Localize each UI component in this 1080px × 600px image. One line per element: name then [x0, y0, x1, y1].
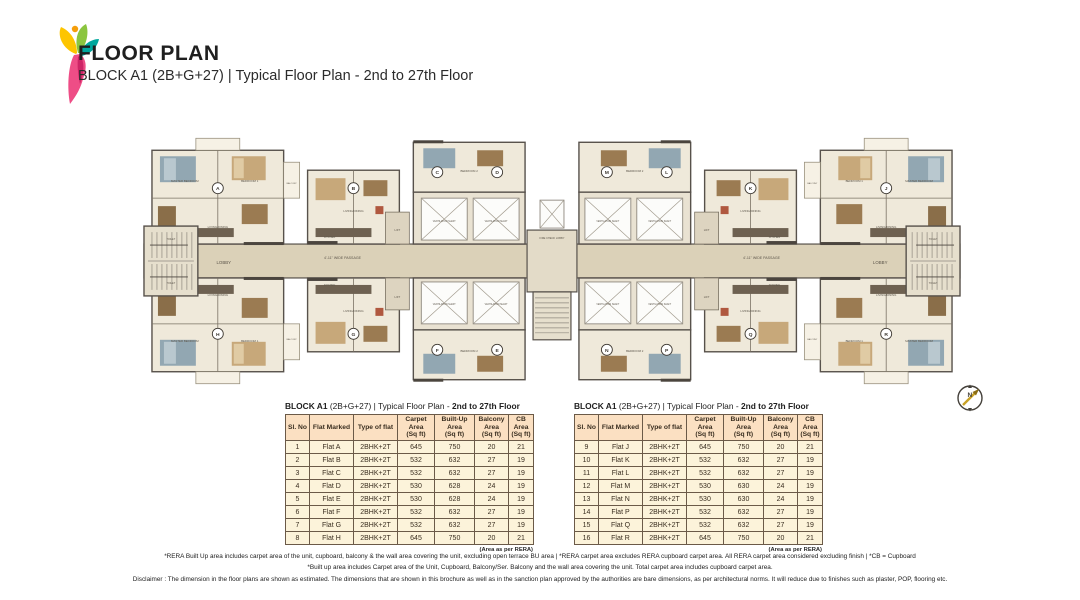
table-row: [286, 532, 534, 545]
column-header: Balcony Area (Sq ft): [764, 415, 798, 441]
column-header: Balcony Area (Sq ft): [475, 415, 509, 441]
table-cell: 24: [475, 493, 509, 506]
plan-label: VENTILATION SHAFT: [432, 221, 456, 224]
flat-marker-letter: P: [665, 347, 669, 354]
table-cell: 11: [575, 467, 599, 480]
plan-label: LIVING/DINING: [343, 308, 364, 313]
plan-label: BEDROOM 2: [626, 169, 644, 174]
table-cell: 21: [798, 441, 823, 454]
table-row: [286, 441, 534, 454]
column-header: Flat Marked: [599, 415, 643, 441]
plan-label: LIVING/DINING: [876, 225, 897, 230]
table-row: [286, 519, 534, 532]
footnote-line-1: *RERA Built Up area includes carpet area of the unit, cupboard, balcony & the wall area covering the unit, excluding open terrace BU area | *RERA carpet area excludes RERA cupboard carpet area. All RERA carpet area considered excluding finish | *CB = Cupboard: [164, 553, 916, 560]
table-cell: 750: [435, 532, 475, 545]
plan-label: VENTILATION SHAFT: [648, 303, 672, 306]
flat-marker-letter: E: [495, 347, 499, 354]
flat-marker-letter: B: [351, 186, 356, 193]
table-cell: Flat R: [599, 532, 643, 545]
table-cell: 24: [475, 480, 509, 493]
plan-label: LIFT: [394, 228, 401, 233]
table-cell: 750: [724, 532, 764, 545]
disclaimer-line: Disclaimer : The dimension in the floor plans are shown as estimated. The dimensions that are shown in this brochure as well as in the sanction plan approved by the authorities are bare dimensions, as per architectural norms. It will reduce due to finishes such as plaster, POP, flooring etc.: [132, 576, 948, 584]
table-cell: 645: [398, 441, 435, 454]
plan-label: LOBBY: [872, 259, 888, 265]
table-title-mid: (2B+G+27) | Typical Floor Plan -: [327, 401, 452, 411]
plan-label: BEDROOM 2: [460, 348, 478, 353]
table-cell: Flat K: [599, 454, 643, 467]
table-cell: 2BHK+2T: [643, 467, 687, 480]
plan-label: LIFT: [703, 228, 710, 233]
table-cell: 530: [398, 493, 435, 506]
table-cell: 2BHK+2T: [354, 467, 398, 480]
table-cell: 632: [724, 454, 764, 467]
flat-marker-letter: J: [884, 186, 888, 193]
table-cell: 27: [764, 467, 798, 480]
table-cell: 628: [435, 480, 475, 493]
staircase-left: [144, 226, 198, 296]
table-cell: 9: [575, 441, 599, 454]
plan-label: BEDROOM 1: [845, 338, 863, 343]
table-cell: 530: [687, 480, 724, 493]
table-row: [575, 532, 823, 545]
table-title-block: BLOCK A1: [285, 401, 328, 411]
table-cell: 750: [435, 441, 475, 454]
plan-label: TOILET: [928, 238, 938, 242]
plan-label: BALCONY: [286, 338, 297, 341]
plan-label: TOILET: [166, 238, 176, 242]
plan-label: MASTER BEDROOM: [905, 179, 933, 184]
table-cell: Flat P: [599, 506, 643, 519]
footnotes: [0, 551, 1080, 586]
table-cell: 20: [475, 532, 509, 545]
column-header: Flat Marked: [310, 415, 354, 441]
table-cell: 630: [724, 480, 764, 493]
table-cell: 27: [475, 454, 509, 467]
flat-area-table: [574, 414, 823, 545]
column-header: Carpet Area (Sq ft): [687, 415, 724, 441]
table-cell: 24: [764, 480, 798, 493]
table-title: [574, 401, 822, 411]
table-cell: Flat A: [310, 441, 354, 454]
table-row: [575, 454, 823, 467]
table-cell: 19: [509, 454, 534, 467]
table-cell: 19: [798, 454, 823, 467]
table-cell: 632: [435, 454, 475, 467]
plan-label: BALCONY: [286, 183, 297, 186]
table-cell: 2BHK+2T: [643, 454, 687, 467]
table-cell: 532: [398, 519, 435, 532]
table-cell: 19: [509, 519, 534, 532]
table-cell: 12: [575, 480, 599, 493]
footnote-line-2: *Built up area includes Carpet area of the Unit, Cupboard, Balcony/Ser. Balcony and the wall area covering the unit. Total carpet area includes cupboard carpet area.: [307, 564, 773, 572]
plan-label: TOILET: [166, 281, 176, 285]
table-cell: 2BHK+2T: [354, 454, 398, 467]
table-cell: 10: [575, 454, 599, 467]
table-cell: 27: [764, 519, 798, 532]
table-cell: 19: [798, 506, 823, 519]
page-title: FLOOR PLAN: [78, 42, 220, 65]
table-row: [575, 467, 823, 480]
plan-label: KITCHEN: [323, 283, 336, 287]
table-cell: 19: [509, 506, 534, 519]
table-cell: 3: [286, 467, 310, 480]
rera-note: (Area as per RERA): [479, 547, 533, 554]
table-cell: 2BHK+2T: [354, 441, 398, 454]
table-cell: 27: [764, 454, 798, 467]
table-cell: 8: [286, 532, 310, 545]
table-cell: 2BHK+2T: [354, 532, 398, 545]
table-cell: Flat F: [310, 506, 354, 519]
table-cell: Flat M: [599, 480, 643, 493]
table-cell: 2BHK+2T: [354, 519, 398, 532]
table-cell: 21: [509, 532, 534, 545]
flat-marker-letter: H: [216, 331, 220, 338]
table-cell: 2BHK+2T: [643, 493, 687, 506]
table-cell: 20: [764, 441, 798, 454]
plan-label: TOILET: [928, 281, 938, 285]
table-row: [286, 493, 534, 506]
plan-label: LIVING/DINING: [207, 292, 228, 297]
flat-marker-letter: Q: [748, 331, 753, 338]
flat-marker-letter: R: [884, 331, 888, 338]
table-row: [286, 454, 534, 467]
plan-label: BEDROOM 1: [241, 338, 259, 343]
plan-label: KITCHEN: [768, 283, 781, 287]
table-cell: 2: [286, 454, 310, 467]
plan-label: LIVING/DINING: [876, 292, 897, 297]
plan-label: FIRE CHECK LOBBY: [539, 237, 565, 241]
table-cell: Flat G: [310, 519, 354, 532]
table-cell: 632: [724, 467, 764, 480]
table-header-row: [575, 415, 823, 441]
table-cell: 24: [764, 493, 798, 506]
plan-label: VENTILATION SHAFT: [596, 221, 620, 224]
table-title-block: BLOCK A1: [574, 401, 617, 411]
table-cell: 27: [475, 519, 509, 532]
table-cell: 19: [509, 493, 534, 506]
staircase-right: [906, 226, 960, 296]
table-cell: 15: [575, 519, 599, 532]
table-cell: 632: [435, 467, 475, 480]
flat-marker-letter: D: [495, 170, 499, 177]
column-header: Type of flat: [643, 415, 687, 441]
plan-label: BEDROOM 1: [241, 179, 259, 184]
plan-label: MASTER BEDROOM: [905, 338, 933, 343]
table-cell: 14: [575, 506, 599, 519]
plan-label: LIVING/DINING: [207, 225, 228, 230]
table-row: [575, 519, 823, 532]
table-cell: 5: [286, 493, 310, 506]
plan-label: 4'-11" WIDE PASSAGE: [742, 256, 781, 261]
table-cell: 530: [398, 480, 435, 493]
table-cell: 2BHK+2T: [643, 506, 687, 519]
plan-label: LIFT: [703, 294, 710, 299]
table-cell: 13: [575, 493, 599, 506]
north-compass-icon: [950, 378, 990, 418]
table-cell: 532: [398, 454, 435, 467]
table-row: [575, 441, 823, 454]
floor-plan-drawing: [138, 136, 966, 386]
rera-note: (Area as per RERA): [768, 547, 822, 554]
plan-label: LIFT: [394, 294, 401, 299]
table-cell: Flat N: [599, 493, 643, 506]
column-header: Type of flat: [354, 415, 398, 441]
table-cell: 19: [798, 493, 823, 506]
plan-label: MASTER BEDROOM: [171, 338, 199, 343]
table-cell: 19: [509, 467, 534, 480]
table-cell: 632: [435, 519, 475, 532]
plan-label: BEDROOM 2: [626, 348, 644, 353]
table-cell: 20: [764, 532, 798, 545]
table-row: [286, 506, 534, 519]
table-cell: 532: [398, 467, 435, 480]
table-cell: Flat J: [599, 441, 643, 454]
column-header: Built-Up Area (Sq ft): [724, 415, 764, 441]
flat-marker-letter: C: [435, 170, 440, 177]
table-cell: 632: [435, 506, 475, 519]
table-row: [575, 480, 823, 493]
column-header: Carpet Area (Sq ft): [398, 415, 435, 441]
table-cell: Flat D: [310, 480, 354, 493]
table-cell: 16: [575, 532, 599, 545]
table-cell: 19: [798, 480, 823, 493]
table-cell: 632: [724, 506, 764, 519]
plan-label: BALCONY: [807, 338, 818, 341]
plan-label: VENTILATION SHAFT: [596, 303, 620, 306]
table-row: [286, 480, 534, 493]
plan-label: VENTILATION SHAFT: [432, 303, 456, 306]
column-header: CB Area (Sq ft): [798, 415, 823, 441]
flat-area-table: [285, 414, 534, 545]
table-cell: 19: [509, 480, 534, 493]
flat-marker-letter: A: [216, 186, 220, 193]
table-cell: 2BHK+2T: [643, 532, 687, 545]
plan-label: KITCHEN: [768, 236, 781, 240]
plan-label: VENTILATION SHAFT: [484, 221, 508, 224]
table-cell: 630: [724, 493, 764, 506]
table-cell: 21: [798, 532, 823, 545]
plan-label: BALCONY: [807, 183, 818, 186]
table-cell: 645: [687, 441, 724, 454]
table-cell: 1: [286, 441, 310, 454]
table-cell: 645: [398, 532, 435, 545]
table-header-row: [286, 415, 534, 441]
table-title-mid: (2B+G+27) | Typical Floor Plan -: [616, 401, 741, 411]
table-cell: 532: [687, 454, 724, 467]
plan-label: BEDROOM 2: [460, 169, 478, 174]
plan-label: BEDROOM 1: [845, 179, 863, 184]
table-cell: 645: [687, 532, 724, 545]
table-cell: 27: [475, 506, 509, 519]
table-cell: Flat L: [599, 467, 643, 480]
table-cell: Flat C: [310, 467, 354, 480]
table-cell: 2BHK+2T: [354, 506, 398, 519]
table-cell: 2BHK+2T: [354, 493, 398, 506]
column-header: Built-Up Area (Sq ft): [435, 415, 475, 441]
flat-marker-letter: N: [605, 347, 609, 354]
table-row: [575, 493, 823, 506]
table-cell: 6: [286, 506, 310, 519]
flat-marker-letter: L: [665, 170, 669, 177]
table-cell: 2BHK+2T: [643, 441, 687, 454]
table-title-floors: 2nd to 27th Floor: [740, 401, 809, 411]
table-cell: 2BHK+2T: [354, 480, 398, 493]
table-title: [285, 401, 533, 411]
plan-label: LIVING/DINING: [740, 209, 761, 214]
plan-label: VENTILATION SHAFT: [648, 221, 672, 224]
flat-marker-letter: M: [604, 170, 609, 177]
table-cell: 19: [798, 467, 823, 480]
table-cell: 628: [435, 493, 475, 506]
table-cell: 2BHK+2T: [643, 519, 687, 532]
table-cell: 530: [687, 493, 724, 506]
table-cell: 532: [687, 506, 724, 519]
plan-label: MASTER BEDROOM: [171, 179, 199, 184]
table-title-floors: 2nd to 27th Floor: [451, 401, 520, 411]
plan-label: 4'-11" WIDE PASSAGE: [323, 256, 362, 261]
table-cell: 4: [286, 480, 310, 493]
table-cell: 19: [798, 519, 823, 532]
flat-table-block-left: [285, 401, 533, 553]
flat-marker-letter: K: [748, 186, 753, 193]
table-cell: Flat H: [310, 532, 354, 545]
flat-marker-letter: F: [435, 347, 439, 354]
table-cell: 27: [475, 467, 509, 480]
page-subtitle: BLOCK A1 (2B+G+27) | Typical Floor Plan - 2nd to 27th Floor: [78, 68, 474, 84]
compass-north-label: N: [967, 392, 973, 399]
center-core: [527, 200, 577, 340]
plan-label: LIVING/DINING: [343, 209, 364, 214]
table-cell: 532: [687, 467, 724, 480]
plan-label: LOBBY: [216, 259, 232, 265]
column-header: Sl. No: [286, 415, 310, 441]
table-cell: 532: [687, 519, 724, 532]
table-row: [575, 506, 823, 519]
plan-label: VENTILATION SHAFT: [484, 303, 508, 306]
column-header: Sl. No: [575, 415, 599, 441]
table-cell: 7: [286, 519, 310, 532]
table-cell: Flat B: [310, 454, 354, 467]
table-cell: Flat Q: [599, 519, 643, 532]
table-cell: 532: [398, 506, 435, 519]
flat-marker-letter: G: [351, 331, 356, 338]
plan-label: KITCHEN: [323, 236, 336, 240]
table-row: [286, 467, 534, 480]
table-cell: Flat E: [310, 493, 354, 506]
table-cell: 2BHK+2T: [643, 480, 687, 493]
table-cell: 750: [724, 441, 764, 454]
table-cell: 21: [509, 441, 534, 454]
column-header: CB Area (Sq ft): [509, 415, 534, 441]
table-cell: 27: [764, 506, 798, 519]
table-cell: 632: [724, 519, 764, 532]
flat-table-block-right: [574, 401, 822, 553]
plan-label: LIVING/DINING: [740, 308, 761, 313]
table-cell: 20: [475, 441, 509, 454]
